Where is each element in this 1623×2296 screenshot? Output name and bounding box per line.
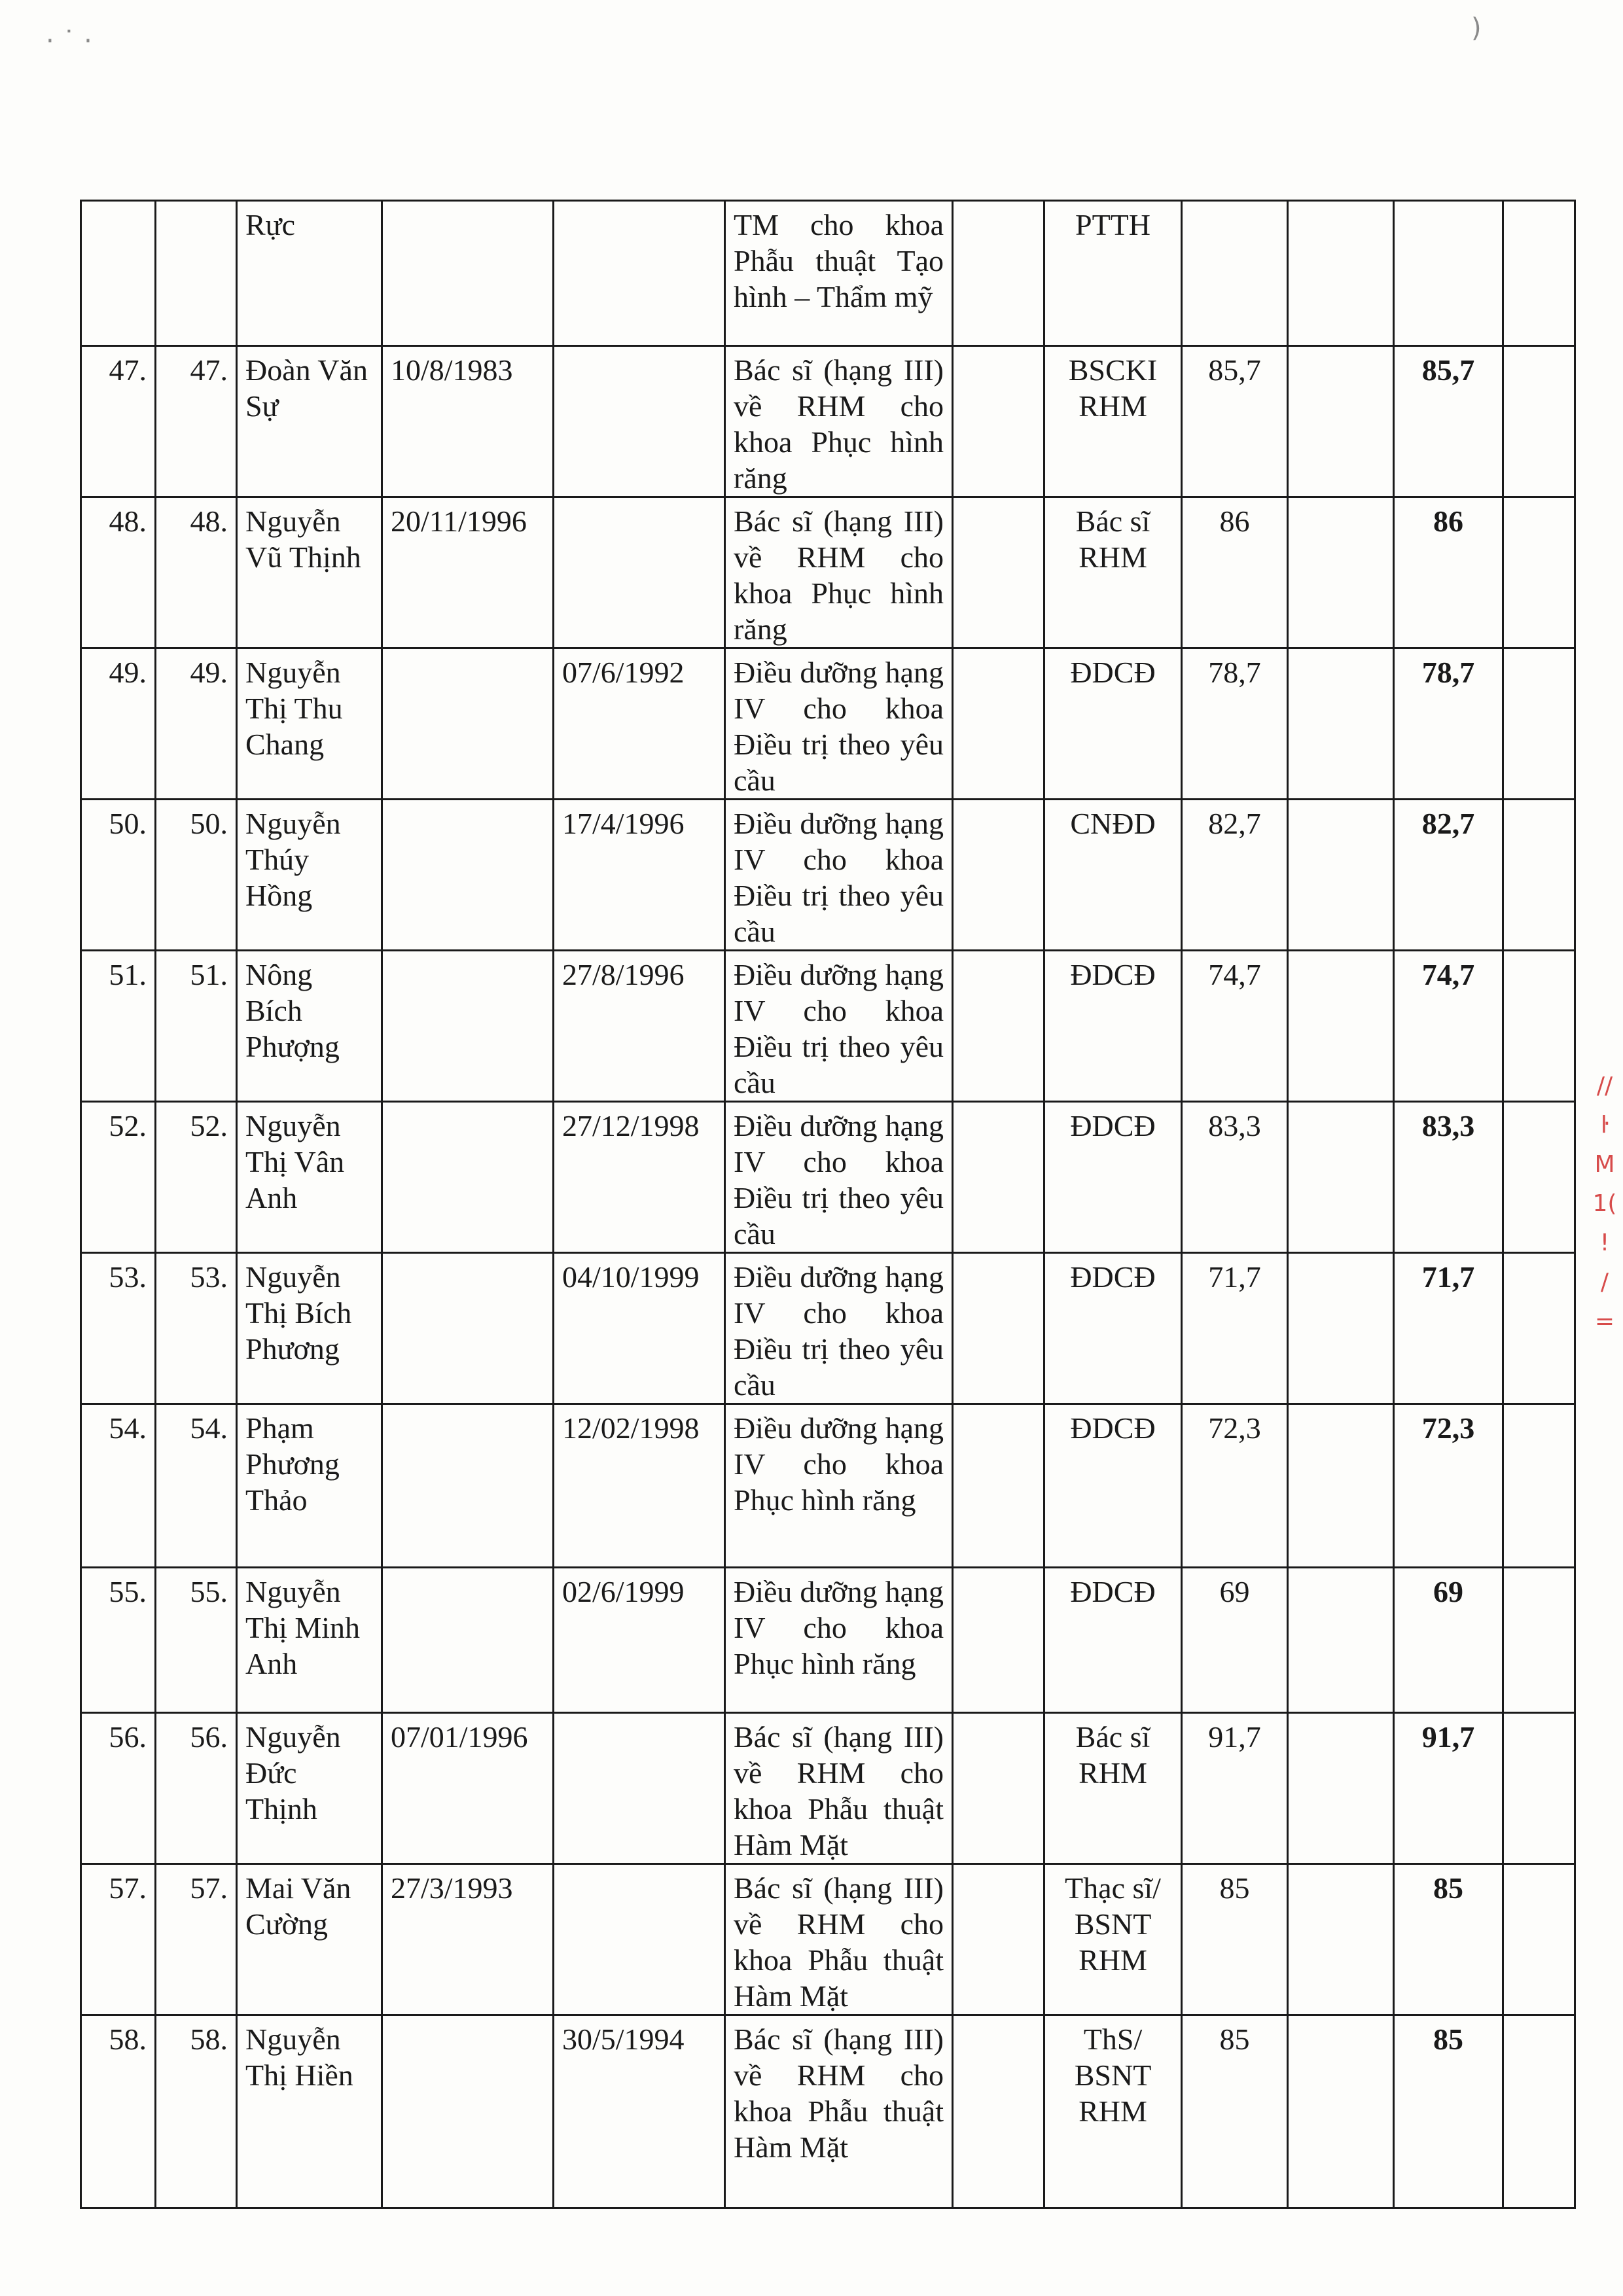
candidate-name-cell	[237, 346, 382, 497]
exam-score-cell	[1182, 951, 1288, 1102]
qualification: ĐDCĐ	[1070, 656, 1156, 689]
birth-date-male-cell	[382, 346, 554, 497]
total-score-cell	[1394, 1568, 1503, 1713]
position-applied: TM cho khoa Phẫu thuật Tạo hình – Thẩm mỹ	[734, 208, 944, 313]
birth-date-male-cell	[382, 201, 554, 346]
blank-cell-cell	[953, 1404, 1044, 1568]
total-score: 91,7	[1421, 1720, 1475, 1754]
blank-cell-cell	[953, 800, 1044, 951]
row-number-cell	[81, 951, 156, 1102]
candidate-number-cell	[156, 497, 237, 648]
exam-score-cell	[1182, 1253, 1288, 1404]
total-score-cell	[1394, 346, 1503, 497]
row-number-cell	[81, 1253, 156, 1404]
birth-date-male-cell	[382, 951, 554, 1102]
table-row	[81, 1102, 1575, 1253]
total-score-cell	[1394, 800, 1503, 951]
priority-score-cell	[1288, 201, 1394, 346]
row-number-cell	[81, 2015, 156, 2208]
total-score-cell	[1394, 951, 1503, 1102]
candidate-number-cell	[156, 800, 237, 951]
table-row	[81, 346, 1575, 497]
blank-cell-cell	[953, 951, 1044, 1102]
birth-date-male-cell	[382, 1253, 554, 1404]
qualification: BSCKI RHM	[1068, 353, 1158, 423]
position-applied-cell	[725, 1253, 953, 1404]
birth-date-female: 27/12/1998	[562, 1109, 700, 1142]
total-score-cell	[1394, 648, 1503, 800]
exam-score: 85	[1219, 2022, 1250, 2056]
position-applied-cell	[725, 800, 953, 951]
row-number-cell	[81, 1568, 156, 1713]
note-cell	[1503, 346, 1575, 497]
priority-score-cell	[1288, 1568, 1394, 1713]
total-score: 85	[1433, 1871, 1463, 1905]
total-score: 85,7	[1421, 353, 1475, 387]
total-score-cell	[1394, 201, 1503, 346]
position-applied: Điều dưỡng hạng IV cho khoa Điều trị theo yêu cầu	[734, 807, 944, 948]
candidate-name-cell	[237, 1404, 382, 1568]
candidate-number-cell	[156, 2015, 237, 2208]
birth-date-female: 17/4/1996	[562, 807, 685, 840]
birth-date-male-cell	[382, 1864, 554, 2015]
exam-score-cell	[1182, 648, 1288, 800]
birth-date-male-cell	[382, 1713, 554, 1864]
candidate-number: 58.	[190, 2022, 228, 2056]
note-cell	[1503, 1253, 1575, 1404]
blank-cell-cell	[953, 201, 1044, 346]
birth-date-male: 10/8/1983	[391, 353, 513, 387]
total-score: 78,7	[1421, 656, 1475, 689]
blank-cell-cell	[953, 1253, 1044, 1404]
table-row	[81, 201, 1575, 346]
candidate-name-cell	[237, 1568, 382, 1713]
candidate-number-cell	[156, 1568, 237, 1713]
row-number-cell	[81, 1404, 156, 1568]
exam-score: 82,7	[1208, 807, 1261, 840]
position-applied: Điều dưỡng hạng IV cho khoa Phục hình răng	[734, 1411, 944, 1517]
exam-score: 91,7	[1208, 1720, 1261, 1754]
candidate-name-cell	[237, 201, 382, 346]
row-number: 57.	[109, 1871, 147, 1905]
total-score-cell	[1394, 497, 1503, 648]
row-number-cell	[81, 1102, 156, 1253]
red-stamp-edge: // ŀ M 1( ! / =	[1592, 1072, 1617, 1335]
note-cell	[1503, 800, 1575, 951]
candidate-name: Mai Văn Cường	[245, 1871, 351, 1941]
candidate-name: Nguyễn Thị Hiền	[245, 2022, 353, 2092]
exam-score-cell	[1182, 2015, 1288, 2208]
qualification: Bác sĩ RHM	[1075, 504, 1150, 574]
exam-score: 86	[1219, 504, 1250, 538]
position-applied: Bác sĩ (hạng III) về RHM cho khoa Phẫu thuật Hàm Mặt	[734, 1871, 944, 2013]
birth-date-male-cell	[382, 648, 554, 800]
priority-score-cell	[1288, 497, 1394, 648]
candidate-name-cell	[237, 1253, 382, 1404]
row-number: 58.	[109, 2022, 147, 2056]
row-number-cell	[81, 1713, 156, 1864]
exam-score-cell	[1182, 1864, 1288, 2015]
exam-score-cell	[1182, 201, 1288, 346]
candidate-number-cell	[156, 1253, 237, 1404]
candidate-number-cell	[156, 1713, 237, 1864]
candidate-name-cell	[237, 1102, 382, 1253]
blank-cell-cell	[953, 2015, 1044, 2208]
priority-score-cell	[1288, 346, 1394, 497]
birth-date-female: 12/02/1998	[562, 1411, 700, 1445]
row-number-cell	[81, 201, 156, 346]
candidate-number: 51.	[190, 958, 228, 991]
table-row	[81, 1864, 1575, 2015]
blank-cell-cell	[953, 497, 1044, 648]
position-applied-cell	[725, 1102, 953, 1253]
position-applied: Bác sĩ (hạng III) về RHM cho khoa Phục hình răng	[734, 504, 944, 646]
qualification-cell	[1044, 2015, 1182, 2208]
candidate-number-cell	[156, 201, 237, 346]
birth-date-female-cell	[554, 346, 725, 497]
candidate-name-cell	[237, 800, 382, 951]
position-applied-cell	[725, 346, 953, 497]
priority-score-cell	[1288, 1713, 1394, 1864]
exam-score: 83,3	[1208, 1109, 1261, 1142]
candidate-number-cell	[156, 1864, 237, 2015]
row-number-cell	[81, 800, 156, 951]
priority-score-cell	[1288, 1864, 1394, 2015]
position-applied-cell	[725, 1404, 953, 1568]
birth-date-male-cell	[382, 1102, 554, 1253]
priority-score-cell	[1288, 2015, 1394, 2208]
position-applied-cell	[725, 1568, 953, 1713]
candidate-results-table	[80, 200, 1576, 2209]
position-applied: Điều dưỡng hạng IV cho khoa Điều trị theo yêu cầu	[734, 656, 944, 797]
note-cell	[1503, 2015, 1575, 2208]
birth-date-female-cell	[554, 1404, 725, 1568]
birth-date-female: 27/8/1996	[562, 958, 685, 991]
birth-date-female-cell	[554, 1102, 725, 1253]
exam-score-cell	[1182, 800, 1288, 951]
position-applied: Điều dưỡng hạng IV cho khoa Điều trị theo yêu cầu	[734, 958, 944, 1099]
exam-score: 72,3	[1208, 1411, 1261, 1445]
position-applied: Bác sĩ (hạng III) về RHM cho khoa Phục hình răng	[734, 353, 944, 495]
exam-score-cell	[1182, 497, 1288, 648]
birth-date-female-cell	[554, 1864, 725, 2015]
candidate-number: 55.	[190, 1575, 228, 1608]
candidate-name-cell	[237, 497, 382, 648]
qualification-cell	[1044, 201, 1182, 346]
candidate-number: 54.	[190, 1411, 228, 1445]
candidate-number-cell	[156, 648, 237, 800]
note-cell	[1503, 1102, 1575, 1253]
birth-date-male-cell	[382, 497, 554, 648]
scan-speck: )	[1471, 13, 1482, 43]
exam-score: 85,7	[1208, 353, 1261, 387]
qualification-cell	[1044, 1568, 1182, 1713]
table-row	[81, 2015, 1575, 2208]
qualification: CNĐD	[1070, 807, 1156, 840]
table-row	[81, 1568, 1575, 1713]
row-number: 56.	[109, 1720, 147, 1754]
position-applied-cell	[725, 648, 953, 800]
total-score-cell	[1394, 1713, 1503, 1864]
qualification-cell	[1044, 648, 1182, 800]
row-number: 48.	[109, 504, 147, 538]
note-cell	[1503, 201, 1575, 346]
table-row	[81, 1713, 1575, 1864]
candidate-name: Đoàn Văn Sự	[245, 353, 368, 423]
candidate-name: Rực	[245, 208, 296, 241]
priority-score-cell	[1288, 648, 1394, 800]
birth-date-male-cell	[382, 1404, 554, 1568]
candidate-name-cell	[237, 951, 382, 1102]
table-row	[81, 648, 1575, 800]
position-applied-cell	[725, 2015, 953, 2208]
priority-score-cell	[1288, 1102, 1394, 1253]
position-applied-cell	[725, 1713, 953, 1864]
candidate-number-cell	[156, 346, 237, 497]
total-score: 82,7	[1421, 807, 1475, 840]
table-row	[81, 1253, 1575, 1404]
candidate-name-cell	[237, 648, 382, 800]
row-number-cell	[81, 648, 156, 800]
candidate-name: Nguyễn Thị Thu Chang	[245, 656, 343, 761]
birth-date-male-cell	[382, 800, 554, 951]
qualification-cell	[1044, 1253, 1182, 1404]
exam-score: 78,7	[1208, 656, 1261, 689]
qualification: ĐDCĐ	[1070, 958, 1156, 991]
birth-date-female: 02/6/1999	[562, 1575, 685, 1608]
candidate-name: Nông Bích Phượng	[245, 958, 340, 1063]
exam-score-cell	[1182, 1404, 1288, 1568]
birth-date-female-cell	[554, 2015, 725, 2208]
total-score: 85	[1433, 2022, 1463, 2056]
exam-score-cell	[1182, 1568, 1288, 1713]
position-applied: Bác sĩ (hạng III) về RHM cho khoa Phẫu thuật Hàm Mặt	[734, 1720, 944, 1862]
position-applied-cell	[725, 1864, 953, 2015]
total-score-cell	[1394, 1102, 1503, 1253]
total-score: 86	[1433, 504, 1463, 538]
table-row	[81, 1404, 1575, 1568]
birth-date-female-cell	[554, 648, 725, 800]
qualification: ThS/ BSNT RHM	[1074, 2022, 1152, 2128]
candidate-number: 57.	[190, 1871, 228, 1905]
row-number: 55.	[109, 1575, 147, 1608]
exam-score: 74,7	[1208, 958, 1261, 991]
position-applied-cell	[725, 497, 953, 648]
position-applied: Điều dưỡng hạng IV cho khoa Điều trị theo yêu cầu	[734, 1260, 944, 1402]
candidate-name: Nguyễn Thị Vân Anh	[245, 1109, 345, 1214]
candidate-number: 47.	[190, 353, 228, 387]
candidate-name: Nguyễn Thúy Hồng	[245, 807, 341, 912]
total-score-cell	[1394, 1864, 1503, 2015]
candidate-number: 53.	[190, 1260, 228, 1294]
birth-date-male: 07/01/1996	[391, 1720, 528, 1754]
qualification-cell	[1044, 1713, 1182, 1864]
total-score: 74,7	[1421, 958, 1475, 991]
birth-date-female: 04/10/1999	[562, 1260, 700, 1294]
priority-score-cell	[1288, 1404, 1394, 1568]
row-number: 54.	[109, 1411, 147, 1445]
row-number: 53.	[109, 1260, 147, 1294]
candidate-name: Nguyễn Vũ Thịnh	[245, 504, 361, 574]
exam-score-cell	[1182, 346, 1288, 497]
row-number: 49.	[109, 656, 147, 689]
candidate-number: 56.	[190, 1720, 228, 1754]
birth-date-female-cell	[554, 951, 725, 1102]
table-row	[81, 497, 1575, 648]
birth-date-male-cell	[382, 1568, 554, 1713]
priority-score-cell	[1288, 800, 1394, 951]
table-row	[81, 951, 1575, 1102]
row-number-cell	[81, 1864, 156, 2015]
qualification: Thạc sĩ/ BSNT RHM	[1065, 1871, 1161, 1977]
candidate-name-cell	[237, 2015, 382, 2208]
candidate-name: Nguyễn Đức Thịnh	[245, 1720, 341, 1826]
total-score: 71,7	[1421, 1260, 1475, 1294]
birth-date-female-cell	[554, 1253, 725, 1404]
row-number: 47.	[109, 353, 147, 387]
candidate-name-cell	[237, 1864, 382, 2015]
qualification: PTTH	[1075, 208, 1150, 241]
birth-date-male: 27/3/1993	[391, 1871, 513, 1905]
candidate-number: 48.	[190, 504, 228, 538]
priority-score-cell	[1288, 951, 1394, 1102]
exam-score: 69	[1219, 1575, 1250, 1608]
candidate-number-cell	[156, 1102, 237, 1253]
candidate-number: 49.	[190, 656, 228, 689]
qualification: Bác sĩ RHM	[1075, 1720, 1150, 1790]
total-score: 72,3	[1421, 1411, 1475, 1445]
birth-date-male-cell	[382, 2015, 554, 2208]
position-applied-cell	[725, 951, 953, 1102]
total-score: 83,3	[1421, 1109, 1475, 1142]
birth-date-male: 20/11/1996	[391, 504, 527, 538]
qualification: ĐDCĐ	[1070, 1260, 1156, 1294]
blank-cell-cell	[953, 1568, 1044, 1713]
note-cell	[1503, 497, 1575, 648]
birth-date-female-cell	[554, 1713, 725, 1864]
row-number-cell	[81, 346, 156, 497]
exam-score-cell	[1182, 1102, 1288, 1253]
total-score-cell	[1394, 1404, 1503, 1568]
candidate-number-cell	[156, 951, 237, 1102]
table-row	[81, 800, 1575, 951]
blank-cell-cell	[953, 648, 1044, 800]
row-number: 52.	[109, 1109, 147, 1142]
candidate-number: 52.	[190, 1109, 228, 1142]
note-cell	[1503, 951, 1575, 1102]
candidate-name: Nguyễn Thị Bích Phương	[245, 1260, 352, 1366]
total-score-cell	[1394, 2015, 1503, 2208]
priority-score-cell	[1288, 1253, 1394, 1404]
candidate-name: Nguyễn Thị Minh Anh	[245, 1575, 361, 1680]
exam-score: 71,7	[1208, 1260, 1261, 1294]
row-number-cell	[81, 497, 156, 648]
total-score: 69	[1433, 1575, 1463, 1608]
blank-cell-cell	[953, 1102, 1044, 1253]
birth-date-female: 07/6/1992	[562, 656, 685, 689]
row-number: 50.	[109, 807, 147, 840]
candidate-name-cell	[237, 1713, 382, 1864]
position-applied: Bác sĩ (hạng III) về RHM cho khoa Phẫu thuật Hàm Mặt	[734, 2022, 944, 2164]
note-cell	[1503, 1568, 1575, 1713]
position-applied: Điều dưỡng hạng IV cho khoa Phục hình răng	[734, 1575, 944, 1680]
qualification-cell	[1044, 497, 1182, 648]
row-number: 51.	[109, 958, 147, 991]
qualification: ĐDCĐ	[1070, 1411, 1156, 1445]
qualification: ĐDCĐ	[1070, 1575, 1156, 1608]
birth-date-female: 30/5/1994	[562, 2022, 685, 2056]
qualification: ĐDCĐ	[1070, 1109, 1156, 1142]
qualification-cell	[1044, 1864, 1182, 2015]
qualification-cell	[1044, 951, 1182, 1102]
candidate-number: 50.	[190, 807, 228, 840]
scan-speck: · ˙ ·	[46, 26, 92, 56]
blank-cell-cell	[953, 1864, 1044, 2015]
qualification-cell	[1044, 346, 1182, 497]
position-applied: Điều dưỡng hạng IV cho khoa Điều trị theo yêu cầu	[734, 1109, 944, 1250]
birth-date-female-cell	[554, 800, 725, 951]
candidate-name: Phạm Phương Thảo	[245, 1411, 340, 1517]
note-cell	[1503, 1864, 1575, 2015]
total-score-cell	[1394, 1253, 1503, 1404]
blank-cell-cell	[953, 346, 1044, 497]
candidate-number-cell	[156, 1404, 237, 1568]
qualification-cell	[1044, 1404, 1182, 1568]
position-applied-cell	[725, 201, 953, 346]
qualification-cell	[1044, 800, 1182, 951]
note-cell	[1503, 648, 1575, 800]
exam-score: 85	[1219, 1871, 1250, 1905]
birth-date-female-cell	[554, 201, 725, 346]
birth-date-female-cell	[554, 1568, 725, 1713]
note-cell	[1503, 1713, 1575, 1864]
exam-score-cell	[1182, 1713, 1288, 1864]
note-cell	[1503, 1404, 1575, 1568]
blank-cell-cell	[953, 1713, 1044, 1864]
birth-date-female-cell	[554, 497, 725, 648]
qualification-cell	[1044, 1102, 1182, 1253]
